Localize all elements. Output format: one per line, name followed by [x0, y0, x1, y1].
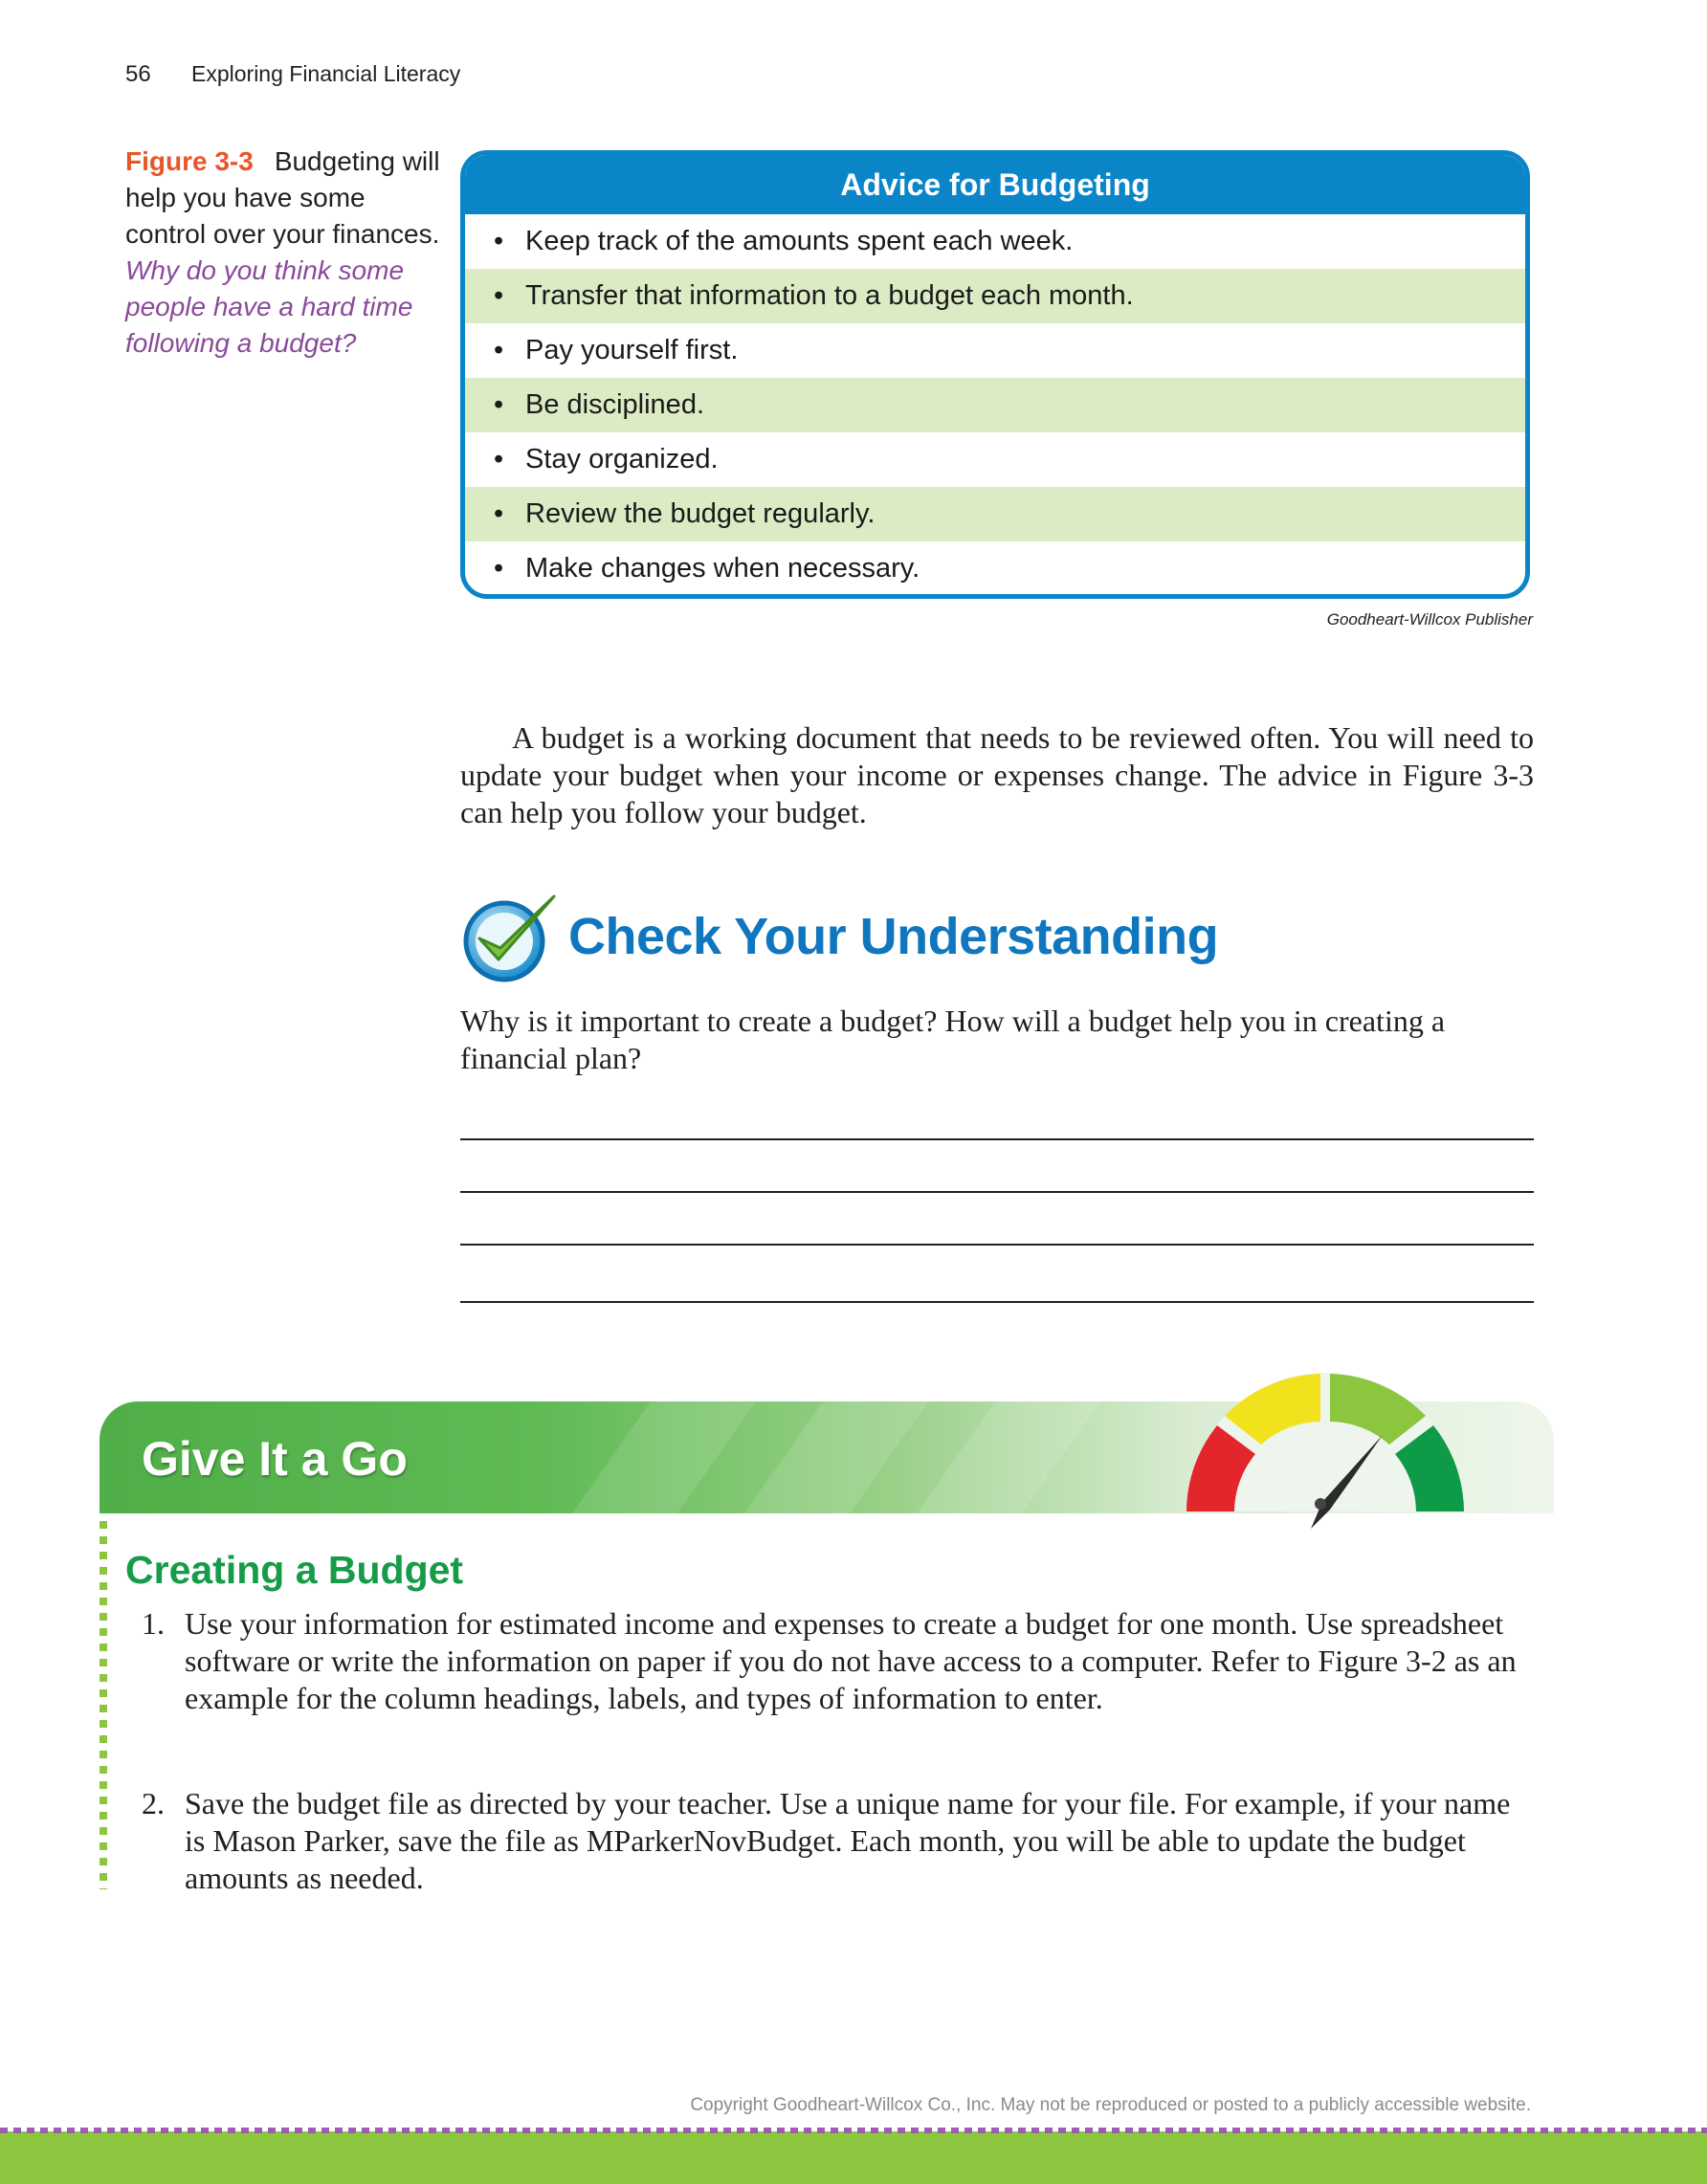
check-understanding-question: Why is it important to create a budget? How will a budget help you in creating a financial plan? [460, 1004, 1446, 1075]
advice-item-text: Transfer that information to a budget each month. [525, 280, 1134, 311]
bullet-icon: • [494, 553, 504, 584]
advice-item-text: Make changes when necessary. [525, 553, 920, 584]
bullet-icon: • [494, 335, 504, 365]
figure-credit: Goodheart-Willcox Publisher [1326, 610, 1533, 629]
advice-item [465, 214, 1525, 269]
gauge-icon [1177, 1368, 1474, 1542]
dotted-rule [100, 1521, 107, 1889]
advice-item [465, 432, 1525, 487]
caption-text: Budgeting will help you have some control over your finances. [125, 146, 440, 249]
bullet-icon: • [494, 280, 504, 311]
bullet-icon: • [494, 444, 504, 474]
advice-item-text: Review the budget regularly. [525, 498, 876, 529]
bullet-icon: • [494, 226, 504, 256]
footer-bar [0, 2131, 1707, 2184]
list-item [142, 1605, 1519, 1717]
copyright-notice: Copyright Goodheart-Willcox Co., Inc. May not be reproduced or posted to a publicly accessible website. [690, 2095, 1531, 2115]
advice-item [465, 487, 1525, 541]
advice-item-text: Pay yourself first. [525, 335, 739, 365]
step-number: 2. [142, 1786, 165, 1820]
advice-table [460, 150, 1530, 599]
advice-table-title: Advice for Budgeting [465, 155, 1525, 214]
advice-item-text: Stay organized. [525, 444, 719, 474]
advice-item-text: Keep track of the amounts spent each week. [525, 226, 1074, 256]
section-title: Creating a Budget [125, 1548, 464, 1592]
answer-line[interactable] [460, 1301, 1534, 1303]
answer-line[interactable] [460, 1244, 1534, 1246]
bullet-icon: • [494, 498, 504, 529]
list-item [142, 1785, 1519, 1897]
give-it-a-go-title: Give It a Go [142, 1432, 408, 1486]
answer-line[interactable] [460, 1138, 1534, 1140]
answer-line[interactable] [460, 1191, 1534, 1193]
step-text: Save the budget file as directed by your teacher. Use a unique name for your file. For example, if your name is Mason Parker, save the file as MParkerNovBudget. Each month, you will be able to update the budget amounts as needed. [185, 1786, 1511, 1895]
caption-question: Why do you think some people have a hard time following a budget? [125, 255, 413, 358]
figure-caption [125, 143, 441, 362]
figure-label: Figure 3-3 [125, 146, 254, 176]
body-paragraph: A budget is a working document that needs to be reviewed often. You will need to update your budget when your income or expenses change. The advice in Figure 3-3 can help you follow your budget. [460, 720, 1534, 829]
advice-item [465, 541, 1525, 596]
page-number: 56 [125, 61, 151, 87]
bullet-icon: • [494, 389, 504, 420]
advice-item [465, 323, 1525, 378]
advice-item-text: Be disciplined. [525, 389, 704, 420]
step-text: Use your information for estimated income and expenses to create a budget for one month. Use spreadsheet software or write the information on paper if you do not have access to a computer. Refer to Figure 3-2 as an example for the column headings, labels, and types of information to enter. [185, 1606, 1517, 1715]
check-understanding-title: Check Your Understanding [568, 908, 1219, 965]
advice-item [465, 269, 1525, 323]
footer-dashed-rule [0, 2128, 1707, 2133]
step-number: 1. [142, 1606, 165, 1641]
book-title: Exploring Financial Literacy [191, 61, 461, 86]
checkmark-icon [458, 889, 564, 984]
advice-item [465, 378, 1525, 432]
